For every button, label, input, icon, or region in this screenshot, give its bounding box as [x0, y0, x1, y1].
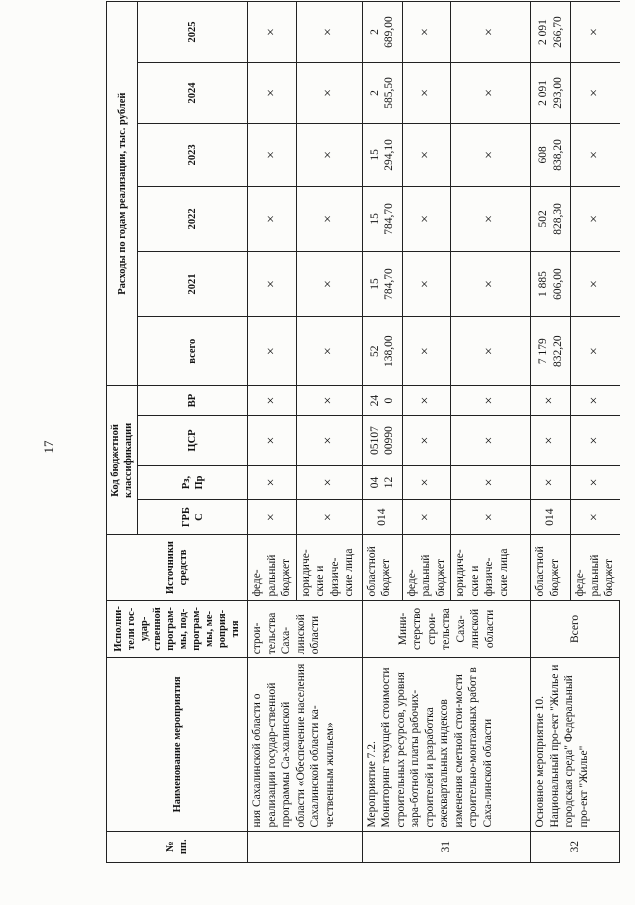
cell-2022: ×	[248, 186, 297, 251]
cell-rzpr: ×	[571, 466, 620, 500]
cell-2024: 2 091 293,00	[531, 63, 571, 124]
cell-total: 7 179 832,20	[531, 317, 571, 386]
row-source: феде- ральный бюджет	[571, 535, 620, 600]
cell-2023: ×	[451, 123, 531, 186]
cell-vr: ×	[451, 386, 531, 415]
table-row	[248, 2, 297, 863]
cell-total: ×	[451, 317, 531, 386]
cell-2021: ×	[296, 251, 362, 316]
cell-2023: ×	[571, 123, 620, 186]
cell-csr: ×	[571, 415, 620, 465]
header-name: Наименование мероприятия	[107, 658, 248, 831]
cell-2021: ×	[571, 251, 620, 316]
cell-rzpr: ×	[296, 466, 362, 500]
cell-2024: 2 585,50	[362, 63, 402, 124]
cell-total: ×	[248, 317, 297, 386]
header-grbs: ГРБ С	[138, 499, 248, 535]
cell-grbs: ×	[451, 499, 531, 535]
cell-rzpr: ×	[248, 466, 297, 500]
header-sources: Источники средств	[107, 535, 248, 600]
header-2022: 2022	[138, 186, 248, 251]
cell-2022: 15 784,70	[362, 186, 402, 251]
cell-2025: ×	[402, 2, 451, 63]
budget-table	[106, 1, 620, 863]
header-expenses: Расходы по годам реализации, тыс. рублей	[107, 2, 138, 386]
cell-total: ×	[296, 317, 362, 386]
table-row	[362, 2, 402, 863]
cell-csr: ×	[248, 415, 297, 465]
row-source: юридиче- ские и физиче- ские лица	[451, 535, 531, 600]
row-num: 32	[531, 831, 620, 862]
header-vr: ВР	[138, 386, 248, 415]
cell-2022: 502 828,30	[531, 186, 571, 251]
header-num: № пп.	[107, 831, 248, 862]
cell-2021: ×	[402, 251, 451, 316]
cell-grbs: ×	[296, 499, 362, 535]
cell-2025: 2 091 266,70	[531, 2, 571, 63]
cell-2022: ×	[402, 186, 451, 251]
cell-grbs: ×	[571, 499, 620, 535]
cell-vr: ×	[531, 386, 571, 415]
cell-2025: ×	[571, 2, 620, 63]
cell-2025: ×	[451, 2, 531, 63]
row-source: областной бюджет	[362, 535, 402, 600]
cell-vr: ×	[248, 386, 297, 415]
header-total: всего	[138, 317, 248, 386]
row-executor: Мини- стерство строи- тельства Саха- линской области	[362, 600, 531, 658]
cell-rzpr: 04 12	[362, 466, 402, 500]
cell-2023: 15 294,10	[362, 123, 402, 186]
cell-2025: ×	[296, 2, 362, 63]
cell-rzpr: ×	[451, 466, 531, 500]
cell-2022: ×	[571, 186, 620, 251]
header-executors: Исполни- тели гос- удар- ственной програм- мы, под- програм- мы, ме- роприя- тия	[107, 600, 248, 658]
header-2021: 2021	[138, 251, 248, 316]
cell-2025: 2 689,00	[362, 2, 402, 63]
cell-grbs: 014	[531, 499, 571, 535]
row-source: юридиче- ские и физиче- ские лица	[296, 535, 362, 600]
row-source: феде- ральный бюджет	[402, 535, 451, 600]
cell-2023: ×	[248, 123, 297, 186]
cell-2023: ×	[402, 123, 451, 186]
cell-total: ×	[402, 317, 451, 386]
cell-csr: ×	[402, 415, 451, 465]
cell-vr: ×	[571, 386, 620, 415]
cell-2021: 15 784,70	[362, 251, 402, 316]
row-num	[248, 831, 363, 862]
cell-2024: ×	[402, 63, 451, 124]
cell-2022: ×	[296, 186, 362, 251]
cell-2024: ×	[296, 63, 362, 124]
row-source: областной бюджет	[531, 535, 571, 600]
row-name: Основное мероприятие 10. Национальный про-ект "Жилье и городская среда" Федеральный про-ект "Жилье"	[531, 658, 620, 831]
cell-vr: ×	[296, 386, 362, 415]
cell-total: 52 138,00	[362, 317, 402, 386]
cell-2021: 1 885 606,00	[531, 251, 571, 316]
row-source: феде- ральный бюджет	[248, 535, 297, 600]
row-name: ния Сахалинской области о реализации государ-ственной программы Са-халинской области «Обеспечение населения Сахалинской области ка-чественным жильем»	[248, 658, 363, 831]
cell-2024: ×	[451, 63, 531, 124]
header-2023: 2023	[138, 123, 248, 186]
cell-2021: ×	[248, 251, 297, 316]
cell-vr: ×	[402, 386, 451, 415]
table-row	[531, 2, 571, 863]
cell-grbs: ×	[248, 499, 297, 535]
cell-csr: 05107 00990	[362, 415, 402, 465]
header-csr: ЦСР	[138, 415, 248, 465]
cell-rzpr: ×	[531, 466, 571, 500]
cell-rzpr: ×	[402, 466, 451, 500]
rotated-table-container	[106, 1, 615, 863]
row-executor: строи- тельства Саха- линской области	[248, 600, 363, 658]
cell-total: ×	[571, 317, 620, 386]
cell-csr: ×	[296, 415, 362, 465]
row-executor: Всего	[531, 600, 620, 658]
cell-2024: ×	[571, 63, 620, 124]
cell-2024: ×	[248, 63, 297, 124]
row-num: 31	[362, 831, 531, 862]
header-2025: 2025	[138, 2, 248, 63]
cell-grbs: 014	[362, 499, 402, 535]
row-name: Мероприятие 7.2. Мониторинг текущей стоимости строительных ресурсов, уровня зара-ботной платы рабочих-строителей и разработка ежеквартальных индексов изменения сметной стои-мости строительно-монтажных работ в Саха-линской области	[362, 658, 531, 831]
header-2024: 2024	[138, 63, 248, 124]
cell-2025: ×	[248, 2, 297, 63]
cell-2021: ×	[451, 251, 531, 316]
cell-2023: ×	[296, 123, 362, 186]
cell-2022: ×	[451, 186, 531, 251]
cell-grbs: ×	[402, 499, 451, 535]
cell-csr: ×	[451, 415, 531, 465]
cell-csr: ×	[531, 415, 571, 465]
cell-vr: 24 0	[362, 386, 402, 415]
header-kbk: Код бюджетной классификации	[107, 386, 138, 535]
header-rzpr: Рз, Пр	[138, 466, 248, 500]
page-number: 17	[41, 440, 56, 454]
cell-2023: 608 838,20	[531, 123, 571, 186]
